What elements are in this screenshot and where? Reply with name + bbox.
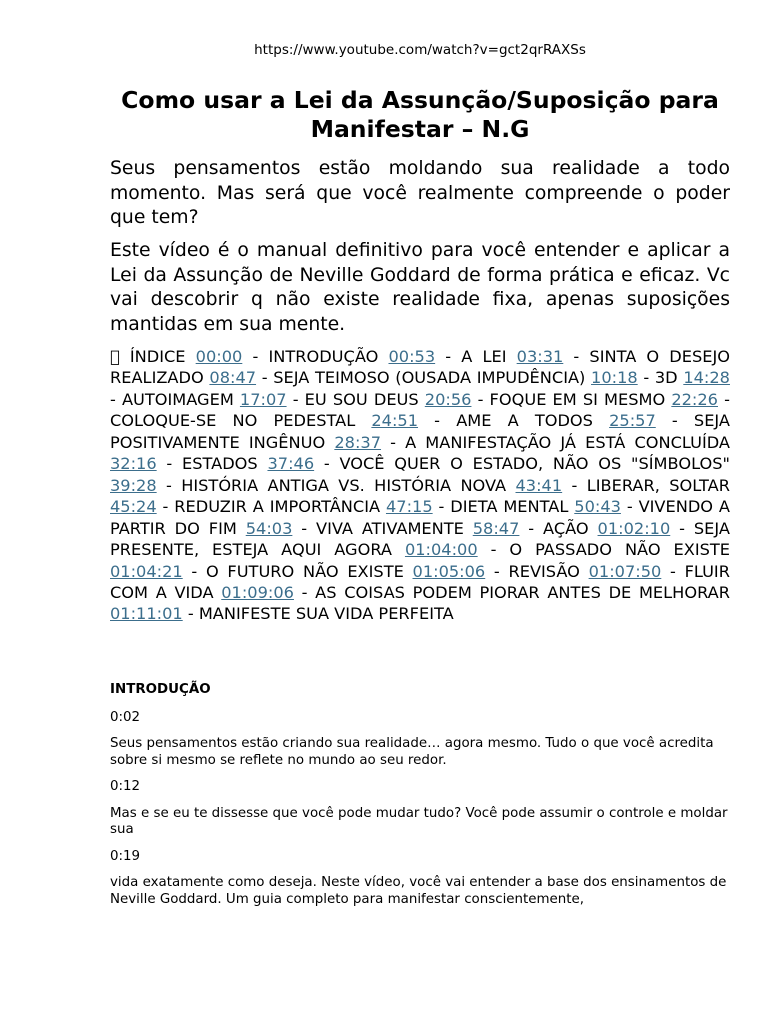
chapter-label: O PASSADO NÃO EXISTE — [509, 540, 730, 560]
chapter-label: AÇÃO — [543, 518, 589, 538]
timestamp-link[interactable]: 01:09:06 — [221, 582, 294, 602]
timestamp-link[interactable]: 03:31 — [516, 347, 564, 366]
chapter-label: REVISÃO — [508, 561, 580, 581]
timestamp-link[interactable]: 45:24 — [110, 497, 157, 517]
timestamp-link[interactable]: 14:28 — [683, 368, 730, 388]
timestamp-link[interactable]: 00:00 — [195, 347, 243, 366]
transcript-heading: INTRODUÇÃO — [110, 682, 211, 697]
source-url[interactable]: https://www.youtube.com/watch?v=gct2qrRAXSs — [254, 42, 586, 58]
timestamp-link[interactable]: 01:04:00 — [404, 540, 478, 560]
timestamp-link[interactable]: 28:37 — [334, 432, 382, 452]
chapter-label: REDUZIR A IMPORTÂNCIA — [174, 497, 381, 517]
timestamp-link[interactable]: 43:41 — [515, 475, 563, 495]
chapter-label: ESTADOS — [182, 454, 258, 474]
chapter-label: VIVENDO A PARTIR DO FIM — [110, 497, 730, 538]
timestamp-link[interactable]: 39:28 — [110, 475, 157, 495]
timestamp-link[interactable]: 37:46 — [267, 454, 315, 474]
chapter-label: SEJA TEIMOSO (OUSADA IMPUDÊNCIA) — [273, 368, 586, 388]
chapter-label: SINTA O DESEJO REALIZADO — [110, 347, 731, 388]
chapter-label: A MANIFESTAÇÃO JÁ ESTÁ CONCLUÍDA — [405, 432, 730, 452]
timestamp-link[interactable]: 58:47 — [472, 518, 520, 538]
transcript-text: vida exatamente como deseja. Neste vídeo, você vai entender a base dos ensinamentos de Neville Goddard. Um guia completo para manifestar conscientemente, — [110, 875, 727, 907]
chapter-label: AUTOIMAGEM — [121, 389, 234, 409]
chapter-label: 3D — [654, 368, 678, 388]
timestamp-link[interactable]: 32:16 — [110, 454, 157, 474]
chapter-label: O FUTURO NÃO EXISTE — [205, 561, 404, 581]
timestamp-link[interactable]: 24:51 — [371, 411, 419, 431]
chapter-label: INTRODUÇÃO — [268, 347, 379, 366]
chapter-label: SEJA POSITIVAMENTE INGÊNUO — [110, 411, 730, 452]
chapter-label: LIBERAR, SOLTAR — [586, 475, 730, 495]
timestamp-link[interactable]: 10:18 — [591, 368, 638, 388]
chapter-label: VOCÊ QUER O ESTADO, NÃO OS "SÍMBOLOS" — [339, 454, 730, 474]
intro-paragraph-2: Este vídeo é o manual definitivo para você entender e aplicar a Lei da Assunção de Neville Goddard de forma prática e eficaz. Vc vai descobrir q não existe realidade fixa, apenas suposições mantidas em sua mente. — [110, 240, 730, 335]
transcript-text: Mas e se eu te dissesse que você pode mudar tudo? Você pode assumir o controle e moldar sua — [110, 805, 728, 837]
timestamp-link[interactable]: 25:57 — [609, 411, 656, 431]
document-title: Como usar a Lei da Assunção/Suposição para Manifestar – N.G — [121, 86, 719, 143]
chapter-label: MANIFESTE SUA VIDA PERFEITA — [198, 604, 454, 624]
timestamp-link[interactable]: 17:07 — [239, 389, 287, 409]
chapter-label: A LEI — [461, 347, 507, 366]
timestamp-link[interactable]: 01:05:06 — [412, 561, 486, 581]
chapter-index: 󰎇 ÍNDICE 00:00 - INTRODUÇÃO 00:53 - A LEI 03:31 - SINTA O DESEJO REALIZADO 08:47 - SEJA TEIMOSO (OUSADA IMPUDÊNCIA) 10:18 - 3D 14:28 - AUTOIMAGEM 17:07 - EU SOU DEUS 20:56 - FOQUE EM SI MESMO 22:26 - COLOQUE-SE NO PEDESTAL 24:51 - AME A TODOS 25:57 - SEJA POSITIVAMENTE INGÊNUO 28:37 - A MANIFESTAÇÃO JÁ ESTÁ CONCLUÍDA 32:16 - ESTADOS 37:46 - VOCÊ QUER O ESTADO, NÃO OS "SÍMBOLOS" 39:28 - HISTÓRIA ANTIGA VS. HISTÓRIA NOVA 43:41 - LIBERAR, SOLTAR 45:24 - REDUZIR A IMPORTÂNCIA 47:15 - DIETA MENTAL 50:43 - VIVENDO A PARTIR DO FIM 54:03 - VIVA ATIVAMENTE 58:47 - AÇÃO 01:02:10 - SEJA PRESENTE, ESTEJA AQUI AGORA 01:04:00 - O PASSADO NÃO EXISTE 01:04:21 - O FUTURO NÃO EXISTE 01:05:06 - REVISÃO 01:07:50 - FLUIR COM A VIDA 01:09:06 - AS COISAS PODEM PIORAR ANTES DE MELHORAR 01:11:01 - MANIFESTE SUA VIDA PERFEITA — [110, 347, 731, 624]
chapter-label: HISTÓRIA ANTIGA VS. HISTÓRIA NOVA — [181, 475, 507, 495]
intro-paragraph-1: Seus pensamentos estão moldando sua realidade a todo momento. Mas será que você realmente compreende o poder que tem? — [110, 158, 730, 228]
chapter-label: SEJA PRESENTE, ESTEJA AQUI AGORA — [110, 518, 730, 560]
timestamp-link[interactable]: 00:53 — [388, 347, 436, 366]
chapter-label: DIETA MENTAL — [450, 497, 569, 517]
chapter-label: AS COISAS PODEM PIORAR ANTES DE MELHORAR — [315, 582, 731, 602]
chapter-label: VIVA ATIVAMENTE — [316, 518, 464, 538]
timestamp-link[interactable]: 01:11:01 — [110, 604, 183, 624]
timestamp-link[interactable]: 08:47 — [209, 368, 257, 388]
timestamp-link[interactable]: 01:04:21 — [110, 561, 183, 581]
transcript-text: Seus pensamentos estão criando sua realidade… agora mesmo. Tudo o que você acredita sobre si mesmo se reflete no mundo ao seu redor. — [110, 736, 714, 768]
chapter-label: EU SOU DEUS — [304, 389, 419, 409]
chapter-label: COLOQUE-SE NO PEDESTAL — [110, 411, 356, 431]
timestamp-link[interactable]: 47:15 — [385, 497, 433, 517]
timestamp-link[interactable]: 01:07:50 — [588, 561, 662, 581]
chapter-label: FOQUE EM SI MESMO — [489, 389, 666, 409]
chapter-label: AME A TODOS — [456, 411, 593, 431]
transcript-timestamp: 0:02 — [110, 709, 141, 725]
index-prefix: 󰎇 ÍNDICE — [110, 347, 186, 366]
timestamp-link[interactable]: 20:56 — [424, 389, 472, 409]
transcript-section — [110, 682, 730, 918]
transcript-timestamp: 0:12 — [110, 779, 141, 794]
timestamp-link[interactable]: 22:26 — [671, 389, 718, 409]
timestamp-link[interactable]: 01:02:10 — [597, 518, 671, 538]
transcript-timestamp: 0:19 — [110, 848, 141, 864]
chapter-label: FLUIR COM A VIDA — [110, 561, 730, 602]
timestamp-link[interactable]: 50:43 — [574, 497, 621, 517]
timestamp-link[interactable]: 54:03 — [245, 518, 293, 538]
